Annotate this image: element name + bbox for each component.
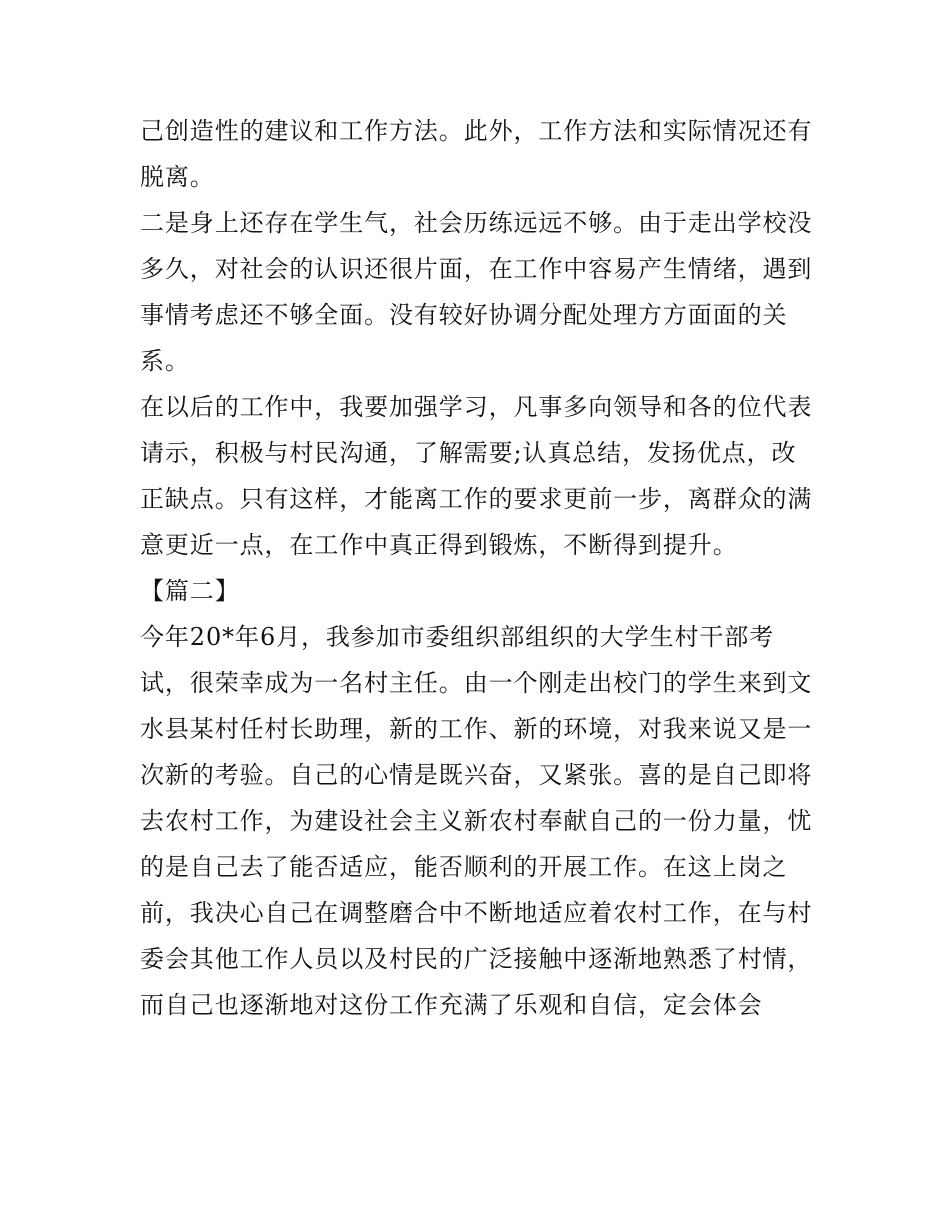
body-text (140, 108, 820, 1028)
text-line: 意更近一点，在工作中真正得到锻炼，不断得到提升。 (140, 531, 738, 559)
text-line: 去农村工作，为建设社会主义新农村奉献自己的一份力量，忧 (140, 807, 813, 835)
text-line: 委会其他工作人员以及村民的广泛接触中逐渐地熟悉了村情， (140, 945, 813, 973)
text-line: 今年20*年6月，我参加市委组织部组织的大学生村干部考 (140, 623, 775, 651)
text-line: 在以后的工作中，我要加强学习，凡事多向领导和各的位代表 (140, 393, 813, 421)
text-line: 次新的考验。自己的心情是既兴奋，又紧张。喜的是自己即将 (140, 761, 813, 789)
text-line: 己创造性的建议和工作方法。此外，工作方法和实际情况还有 (140, 117, 813, 145)
text-line: 试，很荣幸成为一名村主任。由一个刚走出校门的学生来到文 (140, 669, 813, 697)
text-line: 多久，对社会的认识还很片面，在工作中容易产生情绪，遇到 (140, 255, 813, 283)
section-heading: 【篇二】 (140, 577, 240, 605)
text-line: 系。 (140, 347, 190, 375)
text-line: 请示，积极与村民沟通，了解需要;认真总结，发扬优点，改 (140, 439, 797, 467)
text-line: 而自己也逐渐地对这份工作充满了乐观和自信，定会体会 (140, 991, 763, 1019)
text-line: 的是自己去了能否适应，能否顺利的开展工作。在这上岗之 (140, 853, 788, 881)
text-line: 事情考虑还不够全面。没有较好协调分配处理方方面面的关 (140, 301, 788, 329)
text-line: 二是身上还存在学生气，社会历练远远不够。由于走出学校没 (140, 209, 813, 237)
text-line: 水县某村任村长助理，新的工作、新的环境，对我来说又是一 (140, 715, 813, 743)
text-line: 正缺点。只有这样，才能离工作的要求更前一步，离群众的满 (140, 485, 813, 513)
text-line: 前，我决心自己在调整磨合中不断地适应着农村工作，在与村 (140, 899, 813, 927)
text-line: 脱离。 (140, 163, 215, 191)
